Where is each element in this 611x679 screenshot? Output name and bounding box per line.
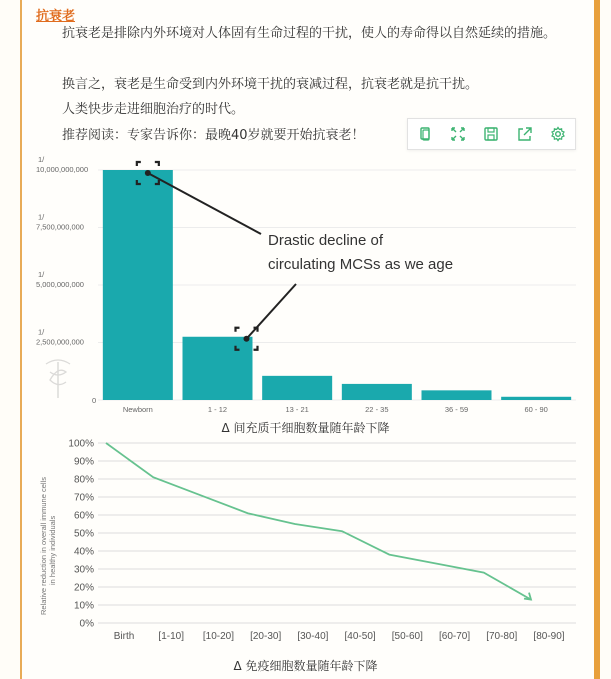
y-tick-label: 1/ [38,270,45,279]
bar [103,170,173,400]
y-tick-label: 50% [73,528,94,540]
y-tick-label: 20% [73,582,94,594]
y-tick-label: 10% [73,600,94,612]
y-axis-label [39,477,57,615]
x-tick-label: 36 - 59 [444,405,469,412]
x-tick-label: 13 - 21 [285,405,309,412]
x-tick-label: [10-20] [202,631,235,642]
bar [422,390,492,400]
y-tick-label: 0 [92,396,97,405]
mcs-bar-chart [36,150,582,412]
bar [183,337,253,400]
x-tick-label: [20-30] [250,631,282,642]
x-tick-label: [80-90] [533,631,565,642]
copy-icon [417,126,433,142]
y-axis-label-line: Relative reduction in overall immune cells [39,477,48,615]
x-tick-label: [70-80] [486,631,518,642]
x-tick-label: [60-70] [438,631,471,642]
x-tick-label: [1-10] [158,631,185,642]
y-tick-label: 100% [68,438,94,450]
immune-line-chart [36,435,582,645]
y-tick-label: 60% [73,510,94,522]
y-tick-label: 70% [73,492,94,504]
annotation-text: Drastic decline of [268,232,384,249]
recommended-reading[interactable]: 推荐阅读：专家告诉你：最晚40岁就要开始抗衰老！ [62,128,365,143]
x-tick-label: [50-60] [391,631,423,642]
y-tick-label: 10,000,000,000 [36,165,89,174]
y-tick-label: 80% [73,474,94,486]
fullscreen-icon [450,126,466,142]
y-tick-label: 0% [79,618,94,630]
y-tick-label: 90% [73,456,94,468]
x-tick-label: 1 - 12 [207,405,228,412]
settings-button[interactable] [546,122,570,146]
article-title[interactable]: 抗衰老 [36,9,76,24]
x-tick-label: 60 - 90 [524,405,548,412]
share-button[interactable] [513,122,537,146]
caption-immune-chart: Δ 免疫细胞数量随年龄下降 [233,659,378,673]
bar [262,376,332,400]
x-tick-label: 22 - 35 [365,405,389,412]
y-axis-label-line: in healthy individuals [48,515,57,585]
fullscreen-button[interactable] [446,122,470,146]
image-toolbar [407,118,576,150]
x-tick-label: [40-50] [344,631,376,642]
y-tick-label: 7,500,000,000 [36,222,84,232]
y-tick-label: 1/ [38,212,45,222]
y-tick-label: 1/ [38,327,45,337]
settings-icon [550,126,566,142]
paragraph-definition: 换言之，衰老是生命受到内外环境干扰的衰减过程，抗衰老就是抗干扰。 [62,77,479,92]
copy-button[interactable] [413,122,437,146]
bar [501,397,571,400]
save-button[interactable] [479,122,503,146]
y-tick-label: 1/ [38,155,45,164]
y-tick-label: 5,000,000,000 [36,280,84,289]
share-icon [517,126,533,142]
y-tick-label: 2,500,000,000 [36,337,84,347]
annotation-text: circulating MCSs as we age [268,256,454,273]
series-line [106,443,531,600]
save-icon [483,126,499,142]
paragraph-intro: 抗衰老是排除内外环境对人体固有生命过程的干扰，使人的寿命得以自然延续的措施。 [62,26,557,41]
y-tick-label: 40% [73,546,94,558]
x-tick-label: [30-40] [297,631,329,642]
x-tick-label: Birth [113,631,135,642]
x-tick-label: Newborn [122,405,153,412]
bar [342,384,412,400]
caduceus-logo [46,360,70,398]
caption-mcs-chart: Δ 间充质干细胞数量随年龄下降 [221,421,390,435]
paragraph-cell-therapy: 人类快步走进细胞治疗的时代。 [62,102,245,117]
y-tick-label: 30% [73,564,94,576]
annotation-pointer [247,284,297,339]
